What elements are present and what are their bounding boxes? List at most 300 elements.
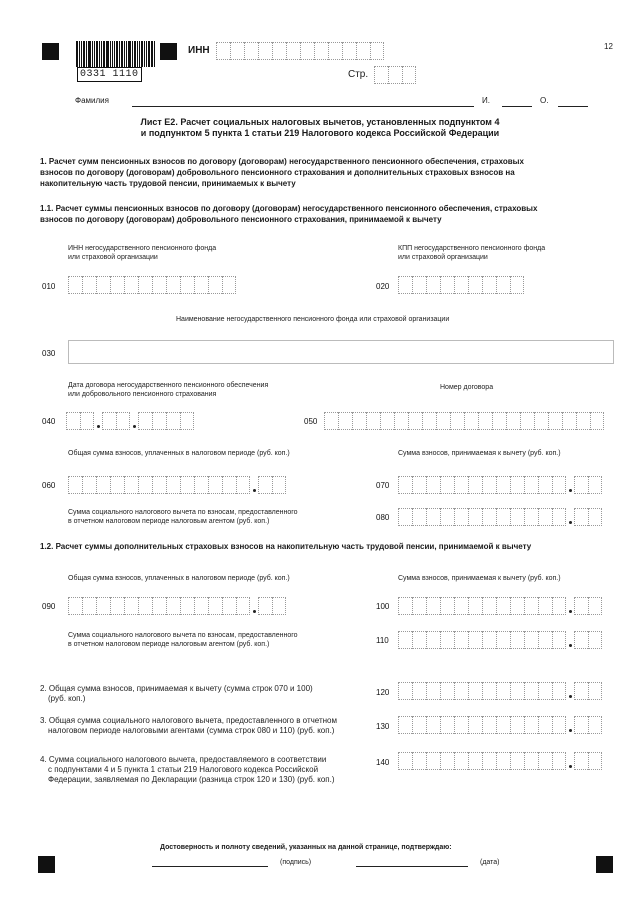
cell[interactable]	[194, 597, 208, 615]
section11-line2: взносов по договору (договорам) добровольного пенсионного страхования, принимаемой к вычету	[40, 215, 442, 224]
field080-label1: Сумма социального налогового вычета по взносам, предоставленного	[68, 509, 298, 516]
cell[interactable]	[468, 508, 482, 526]
cell[interactable]	[440, 752, 454, 770]
code-140: 140	[376, 758, 390, 767]
cell[interactable]	[454, 508, 468, 526]
cell[interactable]	[110, 476, 124, 494]
cell[interactable]	[468, 631, 482, 649]
field100-label: Сумма взносов, принимаемая к вычету (руб. коп.)	[398, 575, 561, 582]
cell[interactable]	[454, 631, 468, 649]
cell[interactable]	[412, 631, 426, 649]
cell[interactable]	[412, 716, 426, 734]
item3-line1: 3. Общая сумма социального налогового вычета, предоставленного в отчетном	[40, 716, 338, 725]
item4-line1: 4. Сумма социального налогового вычета, предоставляемого в соответствии	[40, 755, 327, 764]
cell[interactable]	[110, 276, 124, 294]
code-080: 080	[376, 513, 390, 522]
cell[interactable]	[180, 476, 194, 494]
cell[interactable]	[102, 412, 116, 430]
cell[interactable]	[440, 716, 454, 734]
cell[interactable]	[216, 42, 230, 60]
barcode-bar	[134, 41, 136, 67]
cell[interactable]	[510, 682, 524, 700]
cell[interactable]	[138, 597, 152, 615]
barcode-bar	[112, 41, 113, 67]
barcode-bar	[103, 41, 105, 67]
cell[interactable]	[412, 508, 426, 526]
cell[interactable]	[398, 276, 412, 294]
cell[interactable]	[138, 276, 152, 294]
barcode-bar	[119, 41, 120, 67]
cell[interactable]	[492, 412, 506, 430]
cell[interactable]	[552, 476, 566, 494]
cell[interactable]	[440, 682, 454, 700]
cell[interactable]	[194, 276, 208, 294]
barcode-bar	[76, 41, 78, 67]
cell[interactable]	[194, 476, 208, 494]
cell[interactable]	[244, 42, 258, 60]
cell[interactable]	[110, 597, 124, 615]
cell[interactable]	[588, 631, 602, 649]
cell[interactable]	[82, 276, 96, 294]
decimal-separator	[566, 508, 574, 526]
cell[interactable]	[258, 597, 272, 615]
registration-marker-bottom-right	[596, 856, 613, 873]
cell[interactable]	[468, 476, 482, 494]
code-130: 130	[376, 722, 390, 731]
field080-cells[interactable]	[398, 508, 602, 526]
initial-o-label: О.	[540, 96, 549, 105]
cell[interactable]	[408, 412, 422, 430]
cell[interactable]	[286, 42, 300, 60]
cell[interactable]	[208, 597, 222, 615]
cell[interactable]	[588, 476, 602, 494]
cell[interactable]	[482, 476, 496, 494]
barcode-bar	[110, 41, 111, 67]
code-050: 050	[304, 417, 318, 426]
cell[interactable]	[180, 412, 194, 430]
cell[interactable]	[338, 412, 352, 430]
barcode-bar	[101, 41, 102, 67]
cell[interactable]	[272, 42, 286, 60]
cell[interactable]	[222, 276, 236, 294]
cell[interactable]	[68, 276, 82, 294]
cell[interactable]	[426, 276, 440, 294]
cell[interactable]	[588, 716, 602, 734]
cell[interactable]	[574, 508, 588, 526]
cell[interactable]	[454, 682, 468, 700]
cell[interactable]	[222, 476, 236, 494]
field040-label1: Дата договора негосударственного пенсионного обеспечения	[68, 382, 269, 389]
cell[interactable]	[426, 631, 440, 649]
cell[interactable]	[388, 66, 402, 84]
cell[interactable]	[440, 508, 454, 526]
cell[interactable]	[166, 276, 180, 294]
section11-line1: 1.1. Расчет суммы пенсионных взносов по договору (договорам) негосударственного пенсионного обеспечения, страховых	[40, 204, 538, 213]
field020-cells[interactable]	[398, 276, 524, 294]
cell[interactable]	[138, 412, 152, 430]
cell[interactable]	[398, 476, 412, 494]
barcode-bar	[79, 41, 80, 67]
cell[interactable]	[426, 752, 440, 770]
field030-label: Наименование негосударственного пенсионного фонда или страховой организации	[176, 316, 450, 323]
cell[interactable]	[398, 716, 412, 734]
cell[interactable]	[412, 476, 426, 494]
cell[interactable]	[412, 597, 426, 615]
cell[interactable]	[454, 476, 468, 494]
cell[interactable]	[482, 752, 496, 770]
barcode-bar	[137, 41, 138, 67]
cell[interactable]	[482, 276, 496, 294]
confirmation-text: Достоверность и полноту сведений, указанных на данной странице, подтверждаю:	[160, 844, 452, 851]
decimal-separator	[250, 476, 258, 494]
cell[interactable]	[380, 412, 394, 430]
field120-cells[interactable]	[398, 682, 602, 700]
item2-line2: (руб. коп.)	[48, 694, 86, 703]
date-line[interactable]	[356, 866, 468, 867]
field060-cells[interactable]	[68, 476, 286, 494]
cell[interactable]	[166, 597, 180, 615]
cell[interactable]	[482, 716, 496, 734]
cell[interactable]	[398, 631, 412, 649]
item3-line2: налоговом периоде налоговыми агентами (сумма строк 080 и 110) (руб. коп.)	[48, 726, 335, 735]
code-020: 020	[376, 282, 390, 291]
sheet-title-line1: Лист Е2. Расчет социальных налоговых вычетов, установленных подпунктом 4	[140, 117, 500, 127]
cell[interactable]	[258, 42, 272, 60]
cell[interactable]	[440, 476, 454, 494]
cell[interactable]	[324, 412, 338, 430]
cell[interactable]	[236, 476, 250, 494]
cell[interactable]	[152, 276, 166, 294]
cell[interactable]	[548, 412, 562, 430]
cell[interactable]	[366, 412, 380, 430]
cell[interactable]	[574, 716, 588, 734]
signature-line[interactable]	[152, 866, 268, 867]
cell[interactable]	[300, 42, 314, 60]
cell[interactable]	[436, 412, 450, 430]
cell[interactable]	[152, 412, 166, 430]
page-cells[interactable]	[374, 66, 416, 84]
cell[interactable]	[138, 476, 152, 494]
cell[interactable]	[152, 597, 166, 615]
barcode-bar	[151, 41, 153, 67]
cell[interactable]	[538, 752, 552, 770]
decimal-separator	[94, 412, 102, 430]
decimal-separator	[130, 412, 138, 430]
cell[interactable]	[180, 597, 194, 615]
field010-label2: или страховой организации	[68, 254, 158, 261]
cell[interactable]	[222, 597, 236, 615]
initial-i-label: И.	[482, 96, 490, 105]
field030-input[interactable]	[68, 340, 614, 364]
cell[interactable]	[524, 508, 538, 526]
code-110: 110	[376, 636, 389, 645]
field070-cells[interactable]	[398, 476, 602, 494]
cell[interactable]	[328, 42, 342, 60]
cell[interactable]	[496, 276, 510, 294]
cell[interactable]	[468, 682, 482, 700]
cell[interactable]	[398, 597, 412, 615]
code-120: 120	[376, 688, 390, 697]
cell[interactable]	[510, 476, 524, 494]
cell[interactable]	[510, 597, 524, 615]
cell[interactable]	[562, 412, 576, 430]
cell[interactable]	[402, 66, 416, 84]
section1-line2: взносов по договору (договорам) добровольного пенсионного страхования и дополнительных страховых взносов на	[40, 168, 515, 177]
cell[interactable]	[426, 508, 440, 526]
cell[interactable]	[124, 476, 138, 494]
cell[interactable]	[496, 682, 510, 700]
cell[interactable]	[576, 412, 590, 430]
cell[interactable]	[510, 716, 524, 734]
cell[interactable]	[468, 597, 482, 615]
cell[interactable]	[482, 631, 496, 649]
cell[interactable]	[482, 508, 496, 526]
cell[interactable]	[574, 476, 588, 494]
cell[interactable]	[352, 412, 366, 430]
cell[interactable]	[454, 597, 468, 615]
registration-marker-top-left	[42, 43, 59, 60]
surname-field[interactable]	[132, 106, 474, 107]
cell[interactable]	[426, 476, 440, 494]
cell[interactable]	[96, 597, 110, 615]
cell[interactable]	[180, 276, 194, 294]
cell[interactable]	[450, 412, 464, 430]
item4-line2: с подпунктами 4 и 5 пункта 1 статьи 219 Налогового кодекса Российской	[48, 765, 319, 774]
cell[interactable]	[370, 42, 384, 60]
inn-label: ИНН	[188, 45, 210, 56]
code-090: 090	[42, 602, 56, 611]
decimal-separator	[566, 716, 574, 734]
cell[interactable]	[524, 631, 538, 649]
initial-o-field[interactable]	[558, 106, 588, 107]
barcode-bar	[146, 41, 147, 67]
cell[interactable]	[574, 597, 588, 615]
field020-label1: КПП негосударственного пенсионного фонда	[398, 245, 546, 252]
cell[interactable]	[468, 716, 482, 734]
field060-label: Общая сумма взносов, уплаченных в налоговом периоде (руб. коп.)	[68, 450, 290, 457]
barcode-bar	[144, 41, 145, 67]
cell[interactable]	[124, 597, 138, 615]
cell[interactable]	[80, 412, 94, 430]
cell[interactable]	[68, 476, 82, 494]
cell[interactable]	[394, 412, 408, 430]
cell[interactable]	[96, 476, 110, 494]
field050-label: Номер договора	[440, 384, 494, 391]
cell[interactable]	[398, 752, 412, 770]
cell[interactable]	[590, 412, 604, 430]
cell[interactable]	[66, 412, 80, 430]
cell[interactable]	[510, 508, 524, 526]
cell[interactable]	[464, 412, 478, 430]
signature-label: (подпись)	[280, 859, 312, 866]
cell[interactable]	[538, 716, 552, 734]
section12-title: 1.2. Расчет суммы дополнительных страховых взносов на накопительную часть трудовой пенсии, принимаемой к вычету	[40, 542, 532, 551]
cell[interactable]	[124, 276, 138, 294]
cell[interactable]	[116, 412, 130, 430]
cell[interactable]	[342, 42, 356, 60]
cell[interactable]	[272, 597, 286, 615]
cell[interactable]	[412, 752, 426, 770]
barcode-bar	[148, 41, 150, 67]
cell[interactable]	[552, 508, 566, 526]
cell[interactable]	[538, 631, 552, 649]
cell[interactable]	[482, 682, 496, 700]
barcode-number: 0331 1110	[77, 67, 142, 82]
cell[interactable]	[426, 682, 440, 700]
registration-marker-top-middle	[160, 43, 177, 60]
cell[interactable]	[496, 631, 510, 649]
cell[interactable]	[524, 682, 538, 700]
cell[interactable]	[510, 631, 524, 649]
cell[interactable]	[496, 476, 510, 494]
section1-line1: 1. Расчет сумм пенсионных взносов по договору (договорам) негосударственного пенсионного обеспечения, страховых	[40, 157, 524, 166]
cell[interactable]	[588, 508, 602, 526]
barcode-bar	[99, 41, 100, 67]
field090-cells[interactable]	[68, 597, 286, 615]
surname-label: Фамилия	[75, 96, 109, 105]
cell[interactable]	[552, 716, 566, 734]
cell[interactable]	[538, 597, 552, 615]
decimal-separator	[566, 682, 574, 700]
cell[interactable]	[440, 597, 454, 615]
cell[interactable]	[524, 716, 538, 734]
field050-cells[interactable]	[324, 412, 604, 430]
decimal-separator	[250, 597, 258, 615]
cell[interactable]	[82, 597, 96, 615]
cell[interactable]	[506, 412, 520, 430]
cell[interactable]	[398, 682, 412, 700]
cell[interactable]	[166, 476, 180, 494]
cell[interactable]	[552, 752, 566, 770]
cell[interactable]	[258, 476, 272, 494]
cell[interactable]	[510, 276, 524, 294]
code-100: 100	[376, 602, 390, 611]
cell[interactable]	[208, 476, 222, 494]
field100-cells[interactable]	[398, 597, 602, 615]
field110-label2: в отчетном налоговом периоде налоговым агентом (руб. коп.)	[68, 641, 270, 648]
cell[interactable]	[496, 508, 510, 526]
barcode-bar	[94, 41, 95, 67]
cell[interactable]	[208, 276, 222, 294]
cell[interactable]	[68, 597, 82, 615]
cell[interactable]	[496, 716, 510, 734]
cell[interactable]	[96, 276, 110, 294]
item2-line1: 2. Общая сумма взносов, принимаемая к вычету (сумма строк 070 и 100)	[40, 684, 313, 693]
cell[interactable]	[574, 752, 588, 770]
cell[interactable]	[454, 716, 468, 734]
code-070: 070	[376, 481, 390, 490]
sheet-title-line2: и подпунктом 5 пункта 1 статьи 219 Налогового кодекса Российской Федерации	[140, 128, 500, 138]
cell[interactable]	[426, 716, 440, 734]
cell[interactable]	[510, 752, 524, 770]
cell[interactable]	[272, 476, 286, 494]
cell[interactable]	[534, 412, 548, 430]
cell[interactable]	[524, 476, 538, 494]
section1-line3: накопительную часть трудовой пенсии, принимаемых к вычету	[40, 179, 296, 188]
field140-cells[interactable]	[398, 752, 602, 770]
cell[interactable]	[478, 412, 492, 430]
cell[interactable]	[538, 476, 552, 494]
cell[interactable]	[398, 508, 412, 526]
field110-cells[interactable]	[398, 631, 602, 649]
date-label: (дата)	[480, 859, 500, 866]
barcode-bar	[139, 41, 140, 67]
cell[interactable]	[552, 597, 566, 615]
field010-cells[interactable]	[68, 276, 236, 294]
cell[interactable]	[314, 42, 328, 60]
field010-label1: ИНН негосударственного пенсионного фонда	[68, 245, 217, 252]
field090-label: Общая сумма взносов, уплаченных в налоговом периоде (руб. коп.)	[68, 575, 290, 582]
code-040: 040	[42, 417, 56, 426]
cell[interactable]	[574, 682, 588, 700]
cell[interactable]	[412, 682, 426, 700]
cell[interactable]	[422, 412, 436, 430]
code-060: 060	[42, 481, 56, 490]
cell[interactable]	[152, 476, 166, 494]
cell[interactable]	[496, 752, 510, 770]
cell[interactable]	[166, 412, 180, 430]
barcode-bar	[154, 41, 155, 67]
decimal-separator	[566, 752, 574, 770]
cell[interactable]	[236, 597, 250, 615]
cell[interactable]	[426, 597, 440, 615]
barcode-bar	[106, 41, 109, 67]
cell[interactable]	[454, 752, 468, 770]
cell[interactable]	[520, 412, 534, 430]
barcode	[76, 41, 158, 67]
cell[interactable]	[538, 682, 552, 700]
field070-label: Сумма взносов, принимаемая к вычету (руб. коп.)	[398, 450, 561, 457]
cell[interactable]	[440, 631, 454, 649]
decimal-separator	[566, 597, 574, 615]
field110-label1: Сумма социального налогового вычета по взносам, предоставленного	[68, 632, 298, 639]
cell[interactable]	[588, 752, 602, 770]
page-label: Стр.	[348, 69, 369, 80]
cell[interactable]	[496, 597, 510, 615]
cell[interactable]	[588, 597, 602, 615]
cell[interactable]	[574, 631, 588, 649]
item4-line3: Федерации, заявляемая по Декларации (разница строк 120 и 130) (руб. коп.)	[48, 775, 335, 784]
cell[interactable]	[356, 42, 370, 60]
cell[interactable]	[82, 476, 96, 494]
cell[interactable]	[524, 752, 538, 770]
barcode-bar	[92, 41, 93, 67]
cell[interactable]	[440, 276, 454, 294]
initial-i-field[interactable]	[502, 106, 532, 107]
cell[interactable]	[374, 66, 388, 84]
field040-cells[interactable]	[66, 412, 194, 430]
cell[interactable]	[468, 752, 482, 770]
cell[interactable]	[538, 508, 552, 526]
cell[interactable]	[230, 42, 244, 60]
field020-label2: или страховой организации	[398, 254, 488, 261]
barcode-bar	[126, 41, 127, 67]
cell[interactable]	[412, 276, 426, 294]
cell[interactable]	[454, 276, 468, 294]
inn-cells[interactable]	[216, 42, 384, 60]
cell[interactable]	[524, 597, 538, 615]
barcode-bar	[86, 41, 87, 67]
barcode-bar	[141, 41, 143, 67]
field130-cells[interactable]	[398, 716, 602, 734]
cell[interactable]	[552, 682, 566, 700]
barcode-bar	[128, 41, 131, 67]
barcode-bar	[83, 41, 85, 67]
cell[interactable]	[468, 276, 482, 294]
cell[interactable]	[552, 631, 566, 649]
cell[interactable]	[482, 597, 496, 615]
cell[interactable]	[588, 682, 602, 700]
